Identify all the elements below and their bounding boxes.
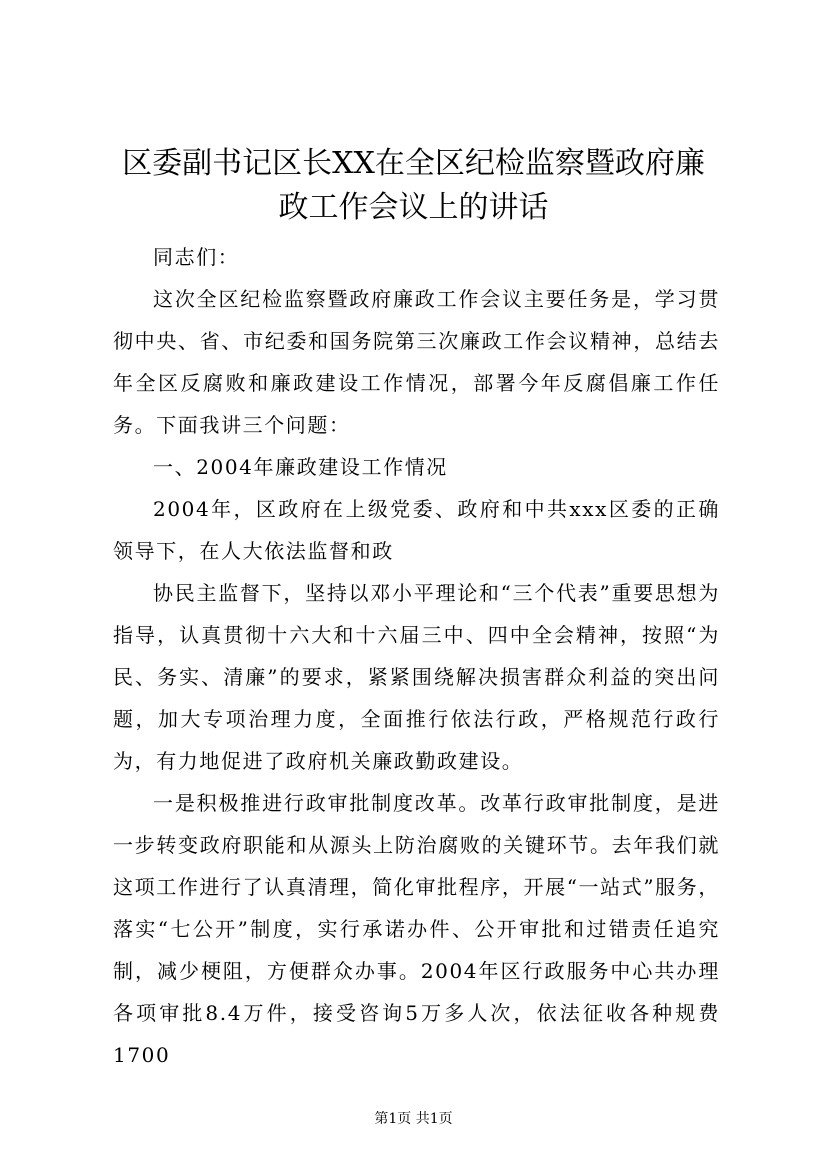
document-title (80, 142, 747, 230)
paragraph-supervision: 协民主监督下，坚持以邓小平理论和“三个代表”重要思想为指导，认真贯彻十六大和十六届三中、四中全会精神，按照“为民、务实、清廉”的要求，紧紧围绕解决损害群众利益的突出问题，加大专项治理力度，全面推行依法行政，严格规范行政行为，有力地促进了政府机关廉政勤政建设。 (113, 581, 720, 773)
title-line-2: 政工作会议上的讲话 (278, 190, 549, 225)
paragraph-greeting: 同志们： (153, 245, 240, 269)
page-footer (0, 1109, 827, 1129)
paragraph-intro: 这次全区纪检监察暨政府廉政工作会议主要任务是，学习贯彻中央、省、市纪委和国务院第三次廉政工作会议精神，总结去年全区反腐败和廉政建设工作情况，部署今年反腐倡廉工作任务。下面我讲三个问题： (113, 287, 720, 437)
document-body (113, 236, 720, 1076)
section-heading: 一、2004年廉政建设工作情况 (153, 455, 448, 479)
page-number: 第1页 共1页 (374, 1111, 453, 1127)
paragraph-2004: 2004年，区政府在上级党委、政府和中共xxx区委的正确领导下，在人大依法监督和政 (113, 497, 720, 563)
title-line-1: 区委副书记区长XX在全区纪检监察暨政府廉 (122, 146, 705, 181)
paragraph-reform: 一是积极推进行政审批制度改革。改革行政审批制度，是进一步转变政府职能和从源头上防治腐败的关键环节。去年我们就这项工作进行了认真清理，简化审批程序，开展“一站式”服务，落实“七公开”制度，实行承诺办件、公开审批和过错责任追究制，减少梗阻，方便群众办事。2004年区行政服务中心共办理各项审批8.4万件，接受咨询5万多人次，依法征收各种规费1700 (113, 791, 720, 1067)
